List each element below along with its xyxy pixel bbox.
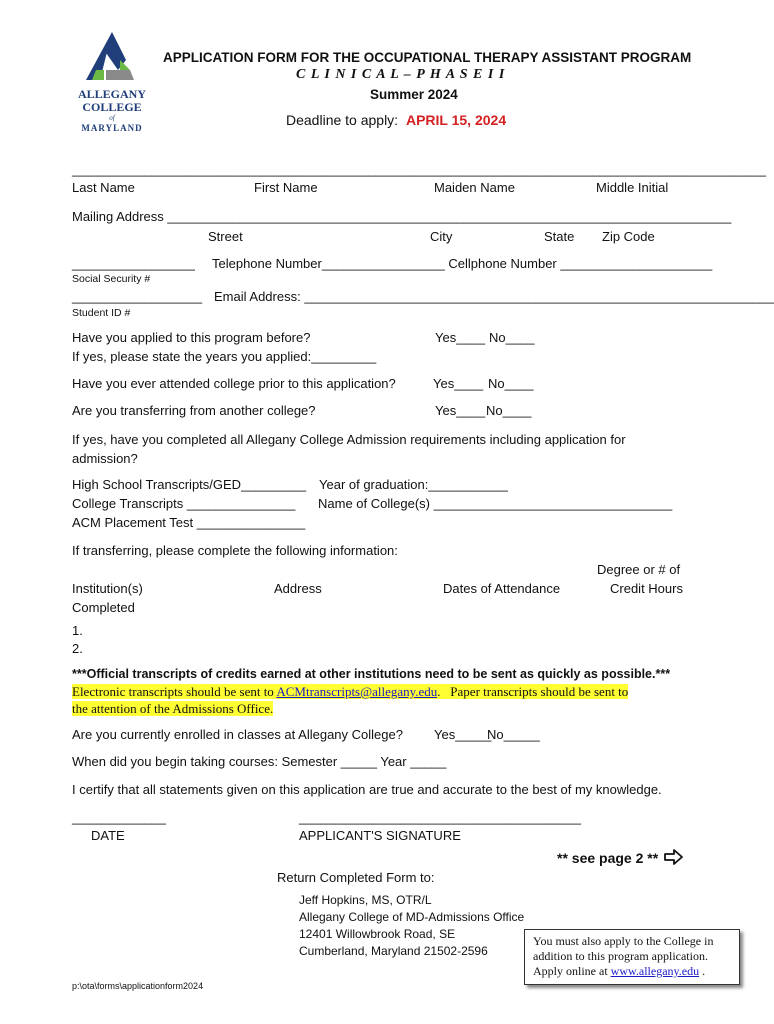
q-transfer-text: Are you transferring from another college? [72,403,316,418]
q-attended-yes[interactable]: Yes____ [433,376,484,391]
table-row[interactable]: 2. [72,641,83,656]
college-names-field[interactable]: Name of College(s) _________________________________ [318,496,673,511]
term: Summer 2024 [370,87,458,102]
deadline-label: Deadline to apply: [286,112,399,128]
arrow-right-icon [664,849,684,865]
note-end: . [699,964,706,978]
return-label: Return Completed Form to: [277,870,435,885]
dates-header: Dates of Attendance [443,581,561,596]
signature-line[interactable]: _______________________________________ [299,810,581,825]
allegany-college-logo [77,30,146,138]
student-id-field[interactable]: __________________ [72,289,203,304]
grad-year-field[interactable]: Year of graduation:___________ [319,477,508,492]
mailing-address-field[interactable]: Mailing Address ______________________________________________________________________________ [72,209,732,224]
transcripts-email-link[interactable]: ACMtranscripts@allegany.edu [276,684,438,699]
address-header: Address [274,581,322,596]
allegany-website-link[interactable]: www.allegany.edu [610,964,700,978]
page-subtitle: C L I N I C A L – P H A S E I I [296,67,506,82]
note-text: You must also apply to the College in addition to this program application. Apply online at [533,934,714,978]
date-line[interactable]: _____________ [72,810,166,825]
zip-label: Zip Code [602,229,655,244]
table-row[interactable]: 1. [72,623,83,638]
logo-line-3: of [109,114,115,122]
middle-initial-label: Middle Initial [596,180,669,195]
signature-label: APPLICANT'S SIGNATURE [299,828,461,843]
phone-fields[interactable]: Telephone Number_________________ Cellphone Number _____________________ [212,256,713,271]
certify-statement: I certify that all statements given on this application are true and accurate to the best of my knowledge. [72,782,662,797]
logo-line-2: COLLEGE [82,100,142,114]
electronic-text-before: Electronic transcripts should be sent to [72,684,277,699]
institution-header: Institution(s) [72,581,143,596]
hs-transcripts-field[interactable]: High School Transcripts/GED_________ [72,477,307,492]
transfer-info-text: If transferring, please complete the following information: [72,543,398,558]
admissions-attention-text: the attention of the Admissions Office. [72,701,274,716]
footer-file-path: p:\ota\forms\applicationform2024 [72,981,204,991]
student-id-label: Student ID # [72,307,131,319]
q-transfer-yes[interactable]: Yes____ [435,403,486,418]
acm-placement-field[interactable]: ACM Placement Test _______________ [72,515,306,530]
return-name: Jeff Hopkins, MS, OTR/L [299,893,432,907]
ssn-field[interactable]: _________________ [72,256,195,271]
street-label: Street [208,229,243,244]
last-name-label: Last Name [72,180,135,195]
q-applied-no[interactable]: No____ [489,330,535,345]
q-years-field[interactable]: If yes, please state the years you applied:_________ [72,349,377,364]
return-street: 12401 Willowbrook Road, SE [299,927,456,941]
q-enrolled-yes[interactable]: Yes_____ [434,727,492,742]
deadline-value: APRIL 15, 2024 [405,112,507,128]
ssn-label: Social Security # [72,273,151,285]
q-transfer-no[interactable]: No____ [486,403,532,418]
q-enrolled-no[interactable]: No_____ [487,727,540,742]
return-office: Allegany College of MD-Admissions Office [299,910,525,924]
admissions-attention-line [72,701,273,717]
name-line[interactable]: ________________________________________________________________________________________________ [72,162,767,177]
q-admission-text: If yes, have you completed all Allegany College Admission requirements including application for admission? [72,432,626,466]
return-city: Cumberland, Maryland 21502-2596 [299,944,488,958]
deadline [286,112,506,128]
q-applied-text: Have you applied to this program before? [72,330,311,345]
page-title: APPLICATION FORM FOR THE OCCUPATIONAL THERAPY ASSISTANT PROGRAM [163,50,692,65]
maiden-name-label: Maiden Name [434,180,515,195]
degree-header-1: Degree or # of [597,562,681,577]
logo-mark-icon [82,30,142,86]
electronic-transcripts-line [72,684,628,700]
q-begin-field[interactable]: When did you begin taking courses: Semester _____ Year _____ [72,754,447,769]
electronic-text-after: . Paper transcripts should be sent to [437,684,629,699]
email-field[interactable]: Email Address: _________________________________________________________________ [214,289,774,304]
logo-line-1: ALLEGANY [77,87,146,101]
apply-online-note [524,929,740,985]
state-label: State [544,229,575,244]
q-enrolled-text: Are you currently enrolled in classes at Allegany College? [72,727,403,742]
see-page-2-text: ** see page 2 ** [557,850,659,866]
q-attended-no[interactable]: No____ [488,376,534,391]
q-applied-yes[interactable]: Yes____ [435,330,486,345]
date-label: DATE [91,828,125,843]
q-attended-text: Have you ever attended college prior to this application? [72,376,396,391]
see-page-2 [557,849,684,866]
college-transcripts-field[interactable]: College Transcripts _______________ [72,496,296,511]
logo-line-4: MARYLAND [81,123,143,133]
first-name-label: First Name [254,180,318,195]
official-transcripts-notice: ***Official transcripts of credits earned at other institutions need to be sent as quickly as possible.*** [72,667,671,681]
completed-header: Completed [72,600,135,615]
degree-header-2: Credit Hours [610,581,683,596]
city-label: City [430,229,453,244]
